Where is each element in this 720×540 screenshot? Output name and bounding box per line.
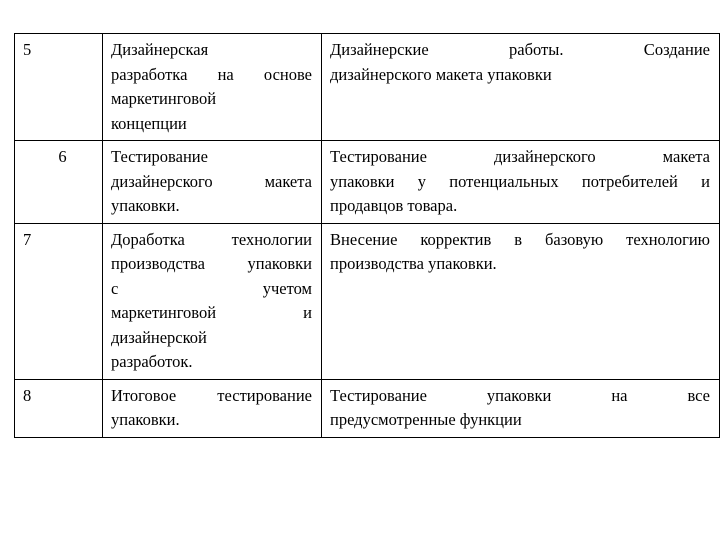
stages-table	[14, 33, 720, 438]
table-row	[15, 34, 720, 141]
content-text-line: дизайнерского макета упаковки	[330, 64, 552, 84]
stage-text-line: с учетом	[111, 278, 312, 298]
content-text-line: упаковки у потенциальных потребителей и	[330, 171, 710, 191]
row-number-cell	[15, 141, 103, 224]
stage-text-line: разработка на основе	[111, 64, 312, 84]
content-cell	[322, 379, 720, 437]
row-number: 8	[23, 385, 32, 405]
content-text-line: Внесение корректив в базовую технологию	[330, 229, 710, 249]
stage-cell	[103, 223, 322, 379]
row-number-cell	[15, 223, 103, 379]
stage-text-line: маркетинговой	[111, 89, 217, 108]
stage-cell	[103, 141, 322, 224]
row-number: 5	[23, 40, 32, 59]
stage-cell	[103, 34, 322, 141]
stage-text-line: Доработка технологии	[111, 229, 312, 249]
content-text-line: Тестирование упаковки на все	[330, 385, 710, 405]
stage-text-line: производства упаковки	[111, 254, 312, 273]
content-text-line: продавцов товара.	[330, 196, 458, 215]
stage-text-line: дизайнерской	[111, 327, 207, 347]
content-text-line: Тестирование дизайнерского макета	[330, 147, 710, 166]
row-number: 6	[58, 147, 67, 166]
stage-text-line: дизайнерского макета	[111, 171, 312, 191]
content-text-line: предусмотренные функции	[330, 410, 522, 429]
stage-text-line: Тестирование	[111, 147, 208, 166]
content-cell	[322, 34, 720, 141]
table-row	[15, 141, 720, 224]
row-number-cell	[15, 379, 103, 437]
content-text-line: Дизайнерские работы. Создание	[330, 40, 710, 59]
row-number-cell	[15, 34, 103, 141]
stage-text-line: Итоговое тестирование	[111, 385, 312, 405]
stage-text-line: упаковки.	[111, 196, 180, 215]
stage-cell	[103, 379, 322, 437]
stage-text-line: концепции	[111, 113, 187, 133]
stage-text-line: упаковки.	[111, 410, 180, 429]
stage-text-line: Дизайнерская	[111, 40, 209, 59]
table-row	[15, 223, 720, 379]
stage-text-line: разработок.	[111, 352, 193, 371]
table-row	[15, 379, 720, 437]
content-cell	[322, 223, 720, 379]
content-cell	[322, 141, 720, 224]
content-text-line: производства упаковки.	[330, 254, 497, 273]
stage-text-line: маркетинговой и	[111, 303, 312, 322]
row-number: 7	[23, 229, 32, 249]
